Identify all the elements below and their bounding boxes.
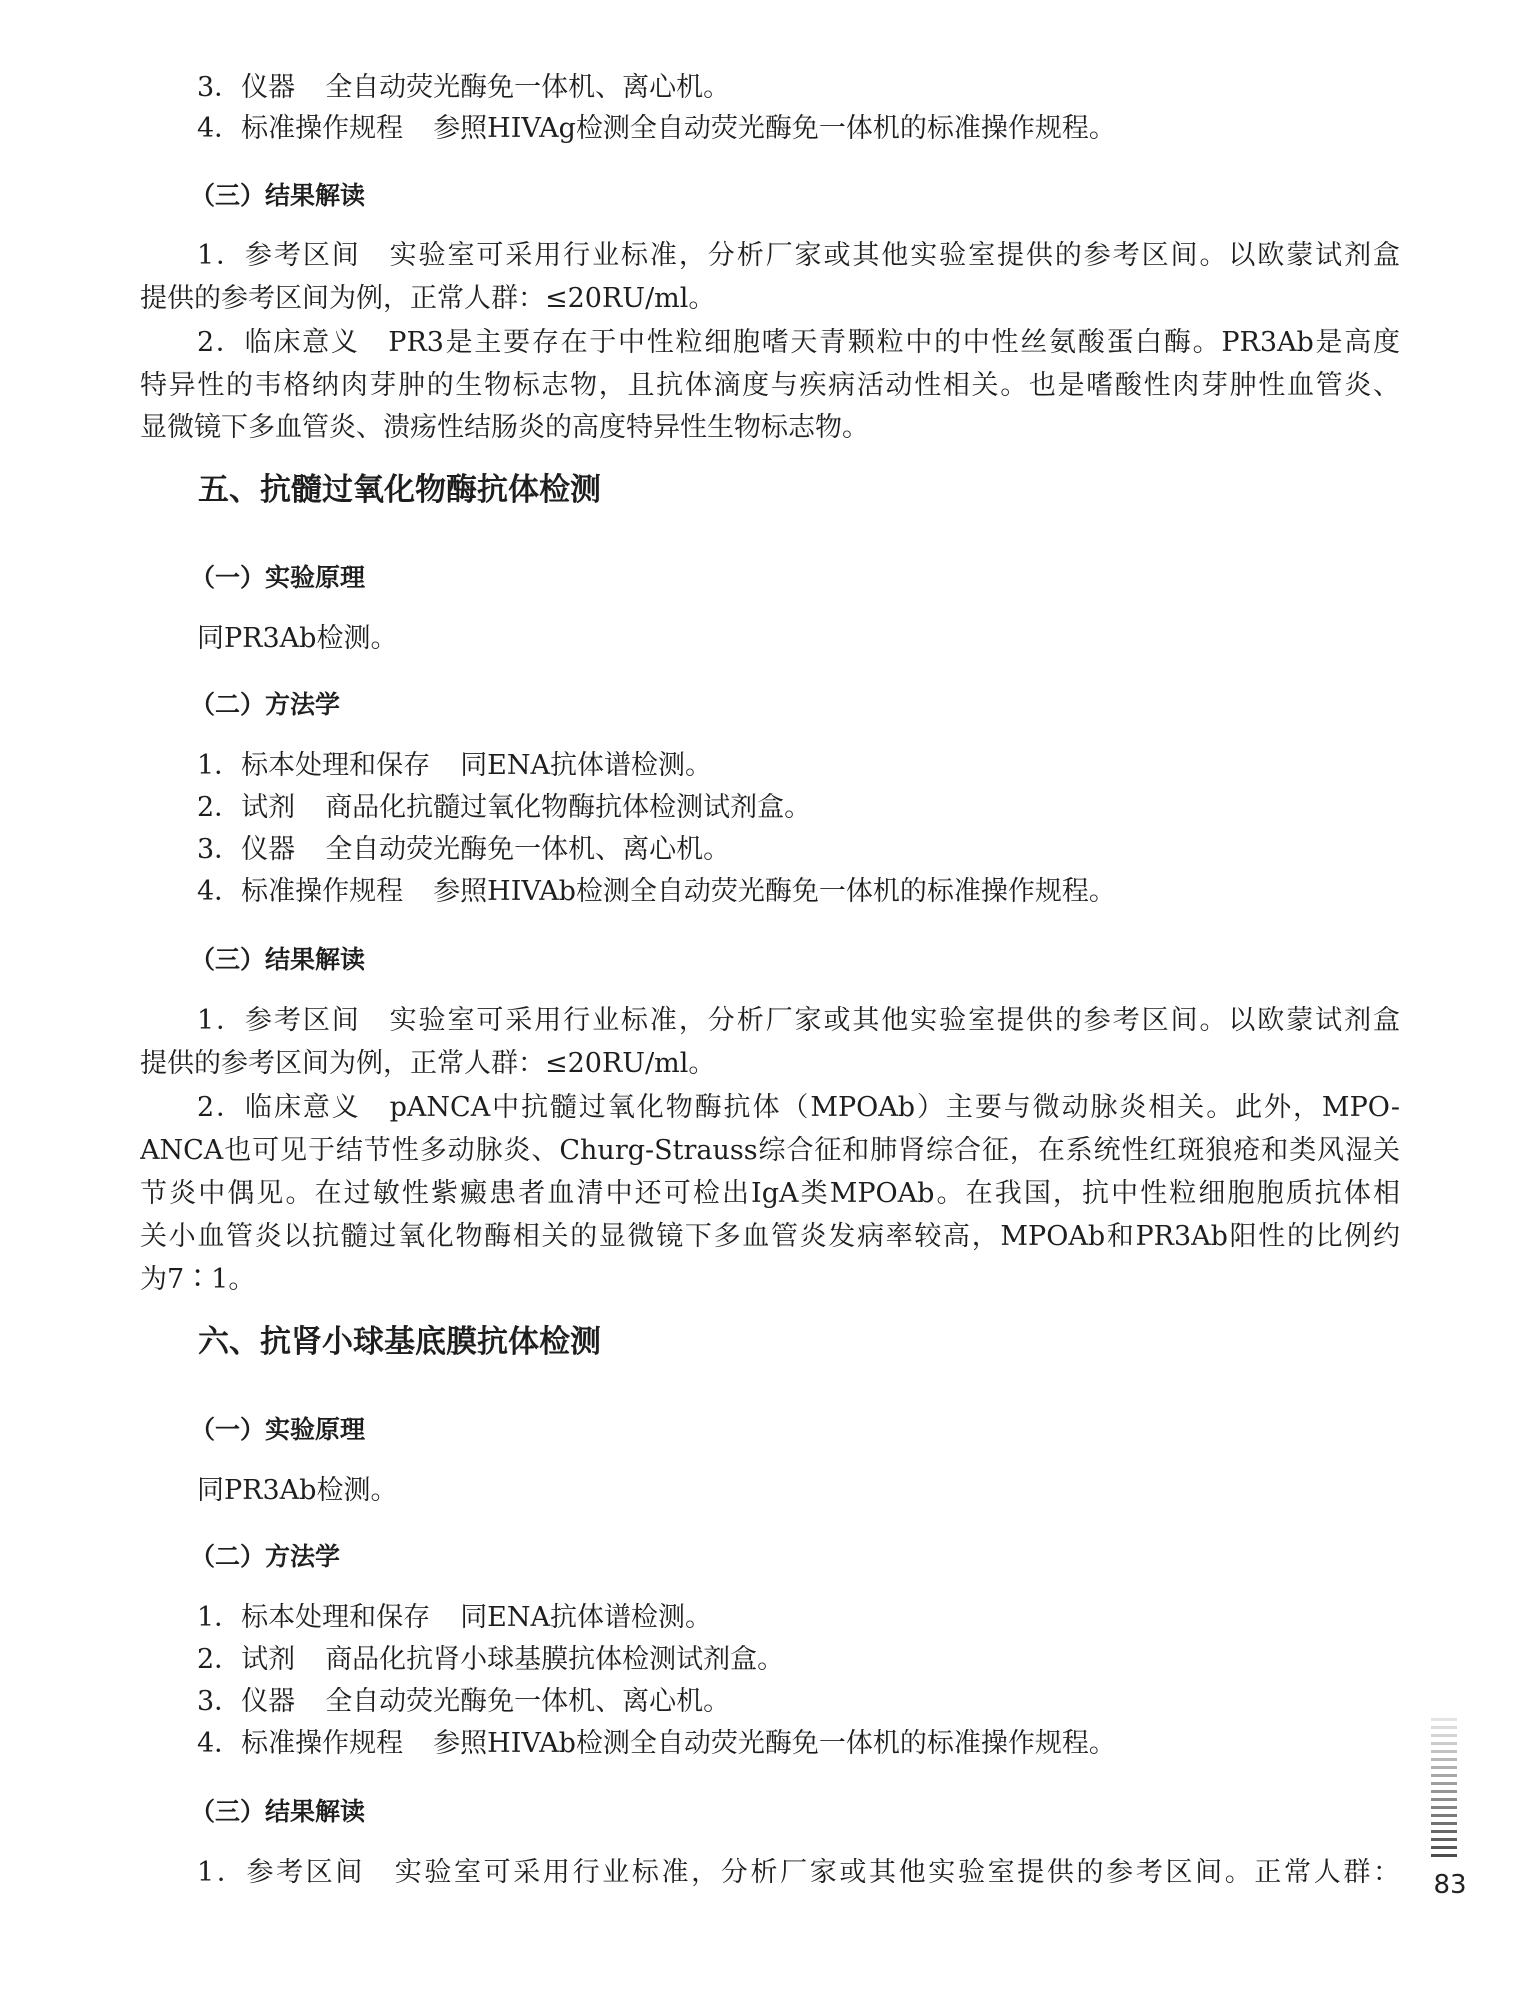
- paragraph-line: 2．临床意义 pANCA中抗髓过氧化物酶抗体（MPOAb）主要与微动脉炎相关。此外，MPO-: [197, 1092, 1400, 1123]
- subsection-heading: （三）结果解读: [190, 1797, 366, 1826]
- subsection-heading: （一）实验原理: [190, 1415, 366, 1444]
- paragraph-line: 节炎中偶见。在过敏性紫癜患者血清中还可检出IgA类MPOAb。在我国，抗中性粒细胞胞质抗体相: [140, 1178, 1400, 1209]
- list-item: 3．仪器 全自动荧光酶免一体机、离心机。: [197, 72, 731, 103]
- list-item: 2．试剂 商品化抗髓过氧化物酶抗体检测试剂盒。: [197, 792, 812, 823]
- paragraph-line: 1．参考区间 实验室可采用行业标准，分析厂家或其他实验室提供的参考区间。正常人群：: [197, 1857, 1400, 1888]
- list-item: 4．标准操作规程 参照HIVAb检测全自动荧光酶免一体机的标准操作规程。: [197, 1728, 1116, 1759]
- paragraph-line: 2．临床意义 PR3是主要存在于中性粒细胞嗜天青颗粒中的中性丝氨酸蛋白酶。PR3Ab是高度: [197, 327, 1400, 358]
- paragraph-line: ANCA也可见于结节性多动脉炎、Churg-Strauss综合征和肺肾综合征，在系统性红斑狼疮和类风湿关: [140, 1135, 1400, 1166]
- paragraph-line: 关小血管炎以抗髓过氧化物酶相关的显微镜下多血管炎发病率较高，MPOAb和PR3Ab阳性的比例约: [140, 1221, 1400, 1252]
- paragraph-line: 为7∶1。: [140, 1264, 256, 1295]
- subsection-heading: （三）结果解读: [190, 181, 366, 210]
- subsection-heading: （二）方法学: [190, 690, 341, 719]
- list-item: 3．仪器 全自动荧光酶免一体机、离心机。: [197, 1686, 731, 1717]
- page-edge-marker: [1431, 1718, 1457, 1862]
- list-item: 4．标准操作规程 参照HIVAb检测全自动荧光酶免一体机的标准操作规程。: [197, 876, 1116, 907]
- list-item: 2．试剂 商品化抗肾小球基膜抗体检测试剂盒。: [197, 1644, 785, 1675]
- subsection-heading: （二）方法学: [190, 1542, 341, 1571]
- list-item: 3．仪器 全自动荧光酶免一体机、离心机。: [197, 834, 731, 865]
- section-heading: 六、抗肾小球基底膜抗体检测: [198, 1324, 601, 1360]
- paragraph-line: 提供的参考区间为例，正常人群：≤20RU/ml。: [140, 283, 716, 314]
- list-item: 1．标本处理和保存 同ENA抗体谱检测。: [197, 750, 713, 781]
- paragraph-line: 特异性的韦格纳肉芽肿的生物标志物，且抗体滴度与疾病活动性相关。也是嗜酸性肉芽肿性血管炎、: [140, 370, 1400, 401]
- list-item: 1．标本处理和保存 同ENA抗体谱检测。: [197, 1602, 713, 1633]
- page-number: 83: [1433, 1870, 1467, 1900]
- paragraph-line: 1．参考区间 实验室可采用行业标准，分析厂家或其他实验室提供的参考区间。以欧蒙试剂盒: [197, 240, 1400, 271]
- subsection-heading: （三）结果解读: [190, 945, 366, 974]
- section-heading: 五、抗髓过氧化物酶抗体检测: [198, 472, 601, 508]
- paragraph-line: 同PR3Ab检测。: [197, 1475, 398, 1506]
- paragraph-line: 显微镜下多血管炎、溃疡性结肠炎的高度特异性生物标志物。: [140, 412, 869, 443]
- paragraph-line: 提供的参考区间为例，正常人群：≤20RU/ml。: [140, 1048, 716, 1079]
- list-item: 4．标准操作规程 参照HIVAg检测全自动荧光酶免一体机的标准操作规程。: [197, 113, 1116, 144]
- subsection-heading: （一）实验原理: [190, 563, 366, 592]
- paragraph-line: 1．参考区间 实验室可采用行业标准，分析厂家或其他实验室提供的参考区间。以欧蒙试剂盒: [197, 1005, 1400, 1036]
- paragraph-line: 同PR3Ab检测。: [197, 623, 398, 654]
